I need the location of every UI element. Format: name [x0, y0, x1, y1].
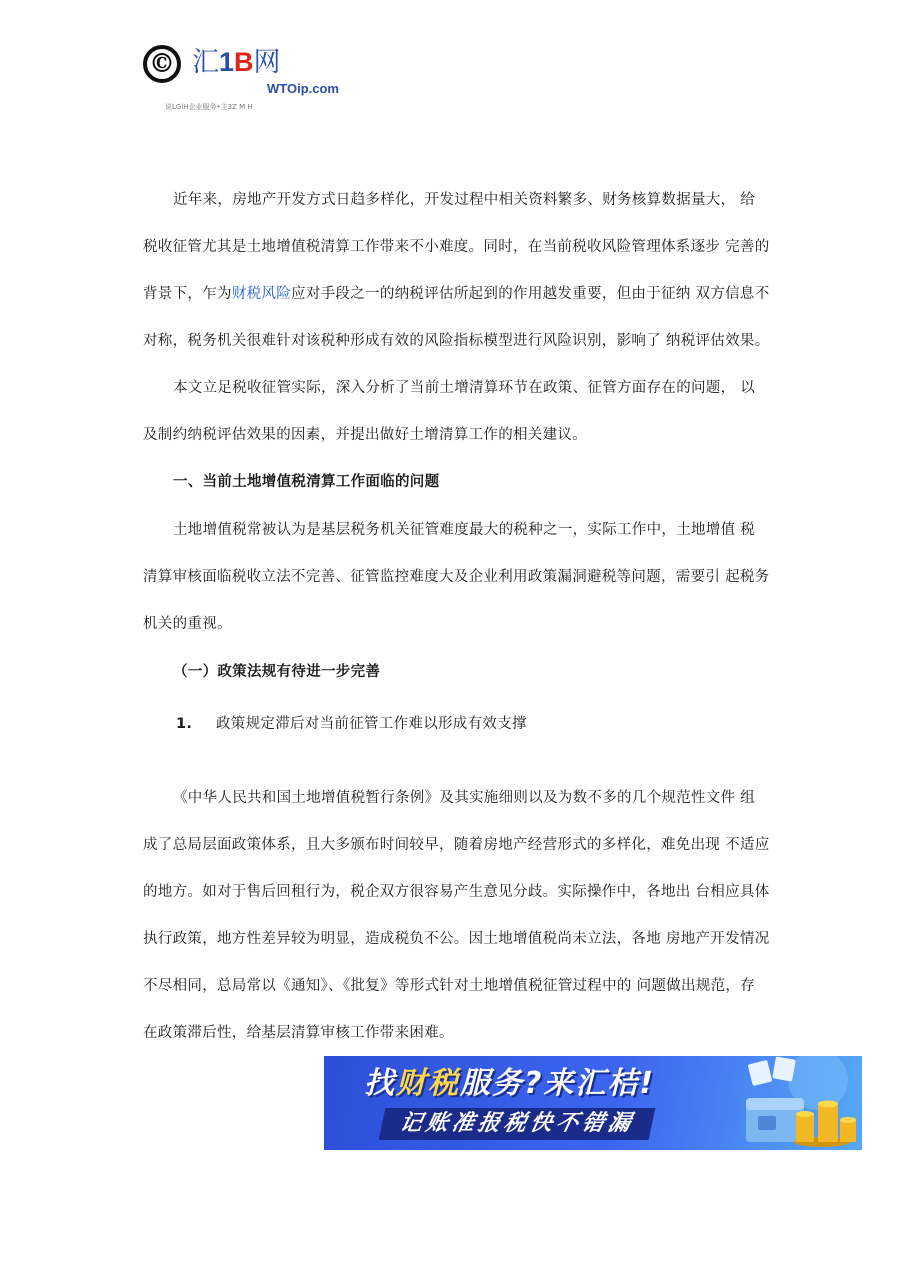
ad-banner[interactable]	[324, 1056, 862, 1150]
logo-tagline: 说LGiH企业服务•主3Z M H	[165, 103, 253, 111]
paragraph-1-line-1: 近年来，房地产开发方式日趋多样化，开发过程中相关资料繁多、财务核算数据量大， 给	[173, 192, 756, 208]
paragraph-2-line-1: 本文立足税收征管实际，深入分析了当前土增清算环节在政策、征管方面存在的问题， 以	[173, 380, 756, 396]
copyright-circle-icon: ©	[143, 45, 181, 83]
logo-wordmark: 汇1B网	[192, 47, 281, 78]
logo-url: WTOip.com	[267, 81, 339, 96]
coins-and-box-illustration	[722, 1056, 862, 1150]
paragraph-1-line-4: 对称，税务机关很难针对该税种形成有效的风险指标模型进行风险识别，影响了 纳税评估效果。	[143, 333, 770, 349]
paragraph-1-line-2: 税收征管尤其是土地增值税清算工作带来不小难度。同时，在当前税收风险管理体系逐步 完善的	[143, 239, 770, 255]
section-heading-2: （一）政策法规有待进一步完善	[173, 664, 381, 680]
paragraph-2-line-2: 及制约纳税评估效果的因素，并提出做好土增清算工作的相关建议。	[143, 427, 587, 443]
paragraph-3-line-2: 清算审核面临税收立法不完善、征管监控难度大及企业利用政策漏洞避税等问题，需要引 起税务	[143, 569, 770, 585]
paragraph-4-line-3: 的地方。如对于售后回租行为，税企双方很容易产生意见分歧。实际操作中，各地出 台相应具体	[143, 884, 770, 900]
paragraph-3-line-3: 机关的重视。	[143, 616, 232, 632]
paragraph-4-line-5: 不尽相同，总局常以《通知》、《批复》等形式针对土地增值税征管过程中的 问题做出规范，存	[143, 978, 756, 994]
section-heading-1: 一、当前土地增值税清算工作面临的问题	[173, 474, 440, 490]
paragraph-4-line-4: 执行政策，地方性差异较为明显，造成税负不公。因土地增值税尚未立法，各地 房地产开发情况	[143, 931, 770, 947]
paragraph-3-line-1: 土地增值税常被认为是基层税务机关征管难度最大的税种之一，实际工作中，土地增值 税	[173, 522, 756, 538]
finance-tax-risk-link[interactable]: 财税风险	[231, 286, 292, 302]
site-logo[interactable]	[140, 38, 380, 118]
banner-title: 找财税服务?来汇桔!	[364, 1066, 656, 1101]
paragraph-4-line-6: 在政策滞后性，给基层清算审核工作带来困难。	[143, 1025, 454, 1041]
list-item-text: 政策规定滞后对当前征管工作难以形成有效支撑	[216, 716, 527, 732]
paragraph-4-line-1: 《中华人民共和国土地增值税暂行条例》及其实施细则以及为数不多的几个规范性文件 组	[173, 790, 756, 806]
paragraph-1-line-3: 背景下，乍为财税风险应对手段之一的纳税评估所起到的作用越发重要，但由于征纳 双方信息不	[143, 286, 770, 302]
banner-subtitle: 记账准报税快不错漏	[379, 1108, 656, 1140]
paragraph-4-line-2: 成了总局层面政策体系，且大多颁布时间较早，随着房地产经营形式的多样化，难免出现 不适应	[143, 837, 770, 853]
list-item-number: 1.	[176, 716, 193, 732]
